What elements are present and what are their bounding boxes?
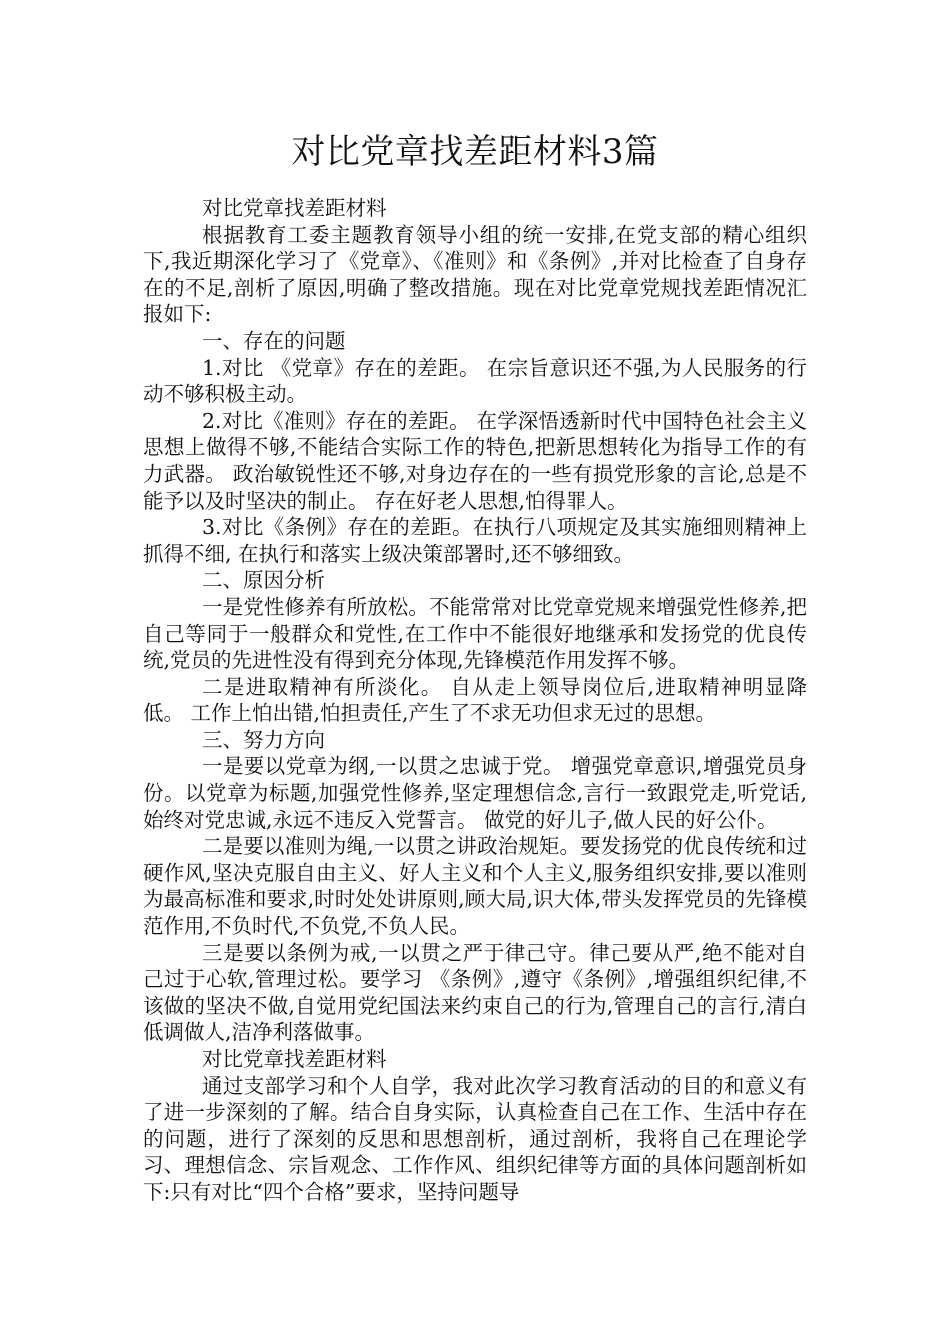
paragraph: 二是进取精神有所淡化。 自从走上领导岗位后,进取精神明显降低。 工作上怕出错,怕担责任,产生了不求无功但求无过的思想。 — [143, 674, 807, 726]
section-heading: 二、原因分析 — [202, 568, 325, 593]
section-heading: 对比党章找差距材料 — [202, 1047, 387, 1071]
paragraph: 1.对比 《党章》存在的差距。 在宗旨意识还不强,为人民服务的行动不够积极主动。 — [143, 355, 807, 407]
paragraph: 对比党章找差距材料 — [202, 196, 387, 220]
paragraph: 一是党性修养有所放松。不能常常对比党章党规来增强党性修养,把自己等同于一般群众和党性,在工作中不能很好地继承和发扬党的优良传统,党员的先进性没有得到充分体现,先锋模范作用发挥不够。 — [143, 594, 807, 673]
document-title: 对比党章找差距材料3篇 — [291, 132, 659, 172]
section-heading: 三、努力方向 — [202, 727, 325, 752]
paragraph: 2.对比《准则》存在的差距。 在学深悟透新时代中国特色社会主义思想上做得不够,不能结合实际工作的特色,把新思想转化为指导工作的有力武器。 政治敏锐性还不够,对身边存在的一些有损党形象的言论,总是不能予以及时坚决的制止。 存在好老人思想,怕得罪人。 — [143, 408, 807, 513]
paragraph: 3.对比《条例》存在的差距。在执行八项规定及其实施细则精神上抓得不细, 在执行和落实上级决策部署时,还不够细致。 — [143, 515, 807, 566]
paragraph: 一是要以党章为纲,一以贯之忠诚于党。 增强党章意识,增强党员身份。以党章为标题,加强党性修养,坚定理想信念,言行一致跟党走,听党话,始终对党忠诚,永远不违反入党誓言。 做党的好儿子,做人民的好公仆。 — [143, 754, 807, 832]
paragraph: 通过支部学习和个人自学，我对此次学习教育活动的目的和意义有了进一步深刻的了解。结合自身实际，认真检查自己在工作、生活中存在的问题，进行了深刻的反思和思想剖析，通过剖析，我将自己在理论学习、理想信念、宗旨观念、工作作风、组织纪律等方面的具体问题剖析如下:只有对比“四个合格”要求，坚持问题导 — [143, 1073, 807, 1204]
paragraph: 二是要以准则为绳,一以贯之讲政治规矩。要发扬党的优良传统和过硬作风,坚决克服自由主义、好人主义和个人主义,服务组织安排,要以准则为最高标准和要求,时时处处讲原则,顾大局,识大体,带头发挥党员的先锋模范作用,不负时代,不负党,不负人民。 — [143, 834, 807, 939]
paragraph: 三是要以条例为戒,一以贯之严于律己守。律己要从严,绝不能对自己过于心软,管理过松。要学习 《条例》,遵守《条例》,增强组织纪律,不该做的坚决不做,自觉用党纪国法来约束自己的行为,管理自己的言行,清白低调做人,洁净利落做事。 — [143, 940, 807, 1045]
paragraph: 根据教育工委主题教育领导小组的统一安排,在党支部的精心组织下,我近期深化学习了《党章》、《准则》和《条例》,并对比检查了自身存在的不足,剖析了原因,明确了整改措施。现在对比党章党规找差距情况汇报如下: — [143, 222, 807, 327]
document-body — [143, 195, 807, 1206]
section-heading: 一、存在的问题 — [202, 328, 346, 353]
